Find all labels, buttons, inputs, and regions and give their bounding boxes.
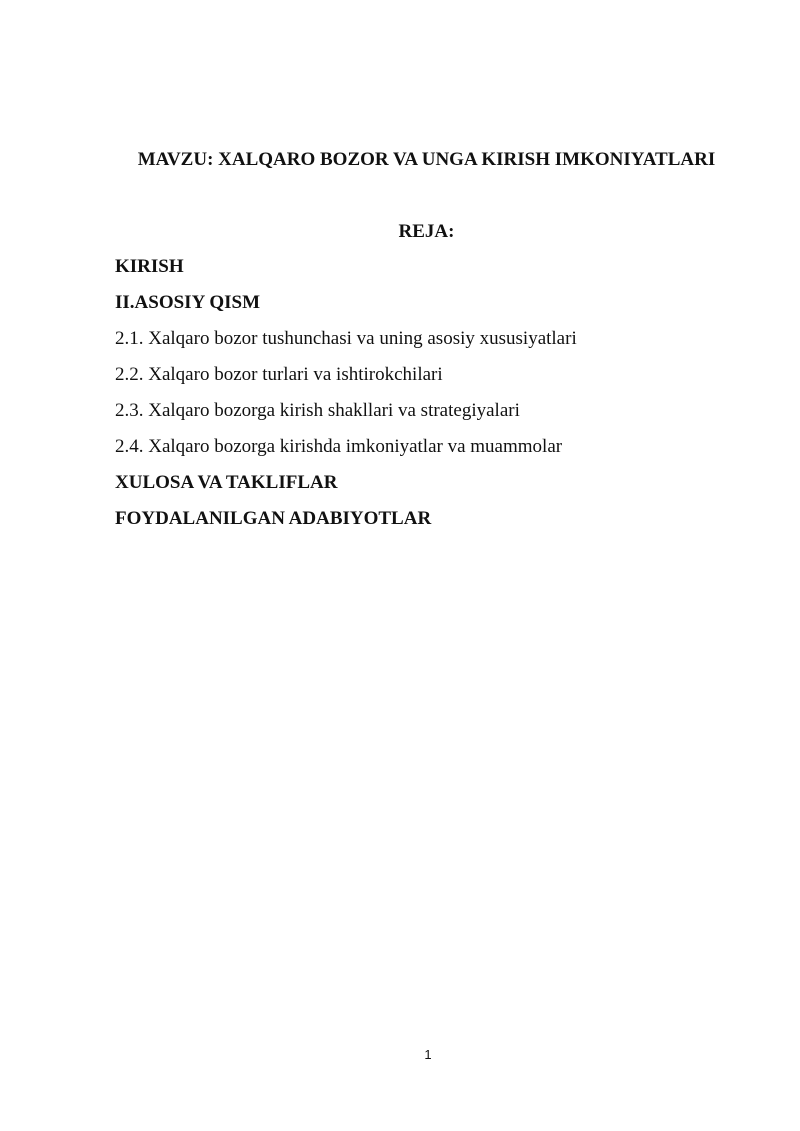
- toc-item-2-3: 2.3. Xalqaro bozorga kirish shakllari va strategiyalari: [115, 400, 520, 421]
- table-of-contents: [115, 255, 735, 543]
- toc-item-references: FOYDALANILGAN ADABIYOTLAR: [115, 508, 432, 529]
- toc-item-introduction: KIRISH: [115, 256, 184, 277]
- toc-item-conclusion: XULOSA VA TAKLIFLAR: [115, 472, 338, 493]
- toc-item-main-part: II.ASOSIY QISM: [115, 292, 261, 313]
- toc-item-2-4: 2.4. Xalqaro bozorga kirishda imkoniyatlar va muammolar: [115, 436, 563, 457]
- plan-heading: REJA:: [398, 221, 455, 242]
- document-title: MAVZU: XALQARO BOZOR VA UNGA KIRISH IMKONIYATLARI: [137, 149, 716, 170]
- page-number: 1: [424, 1047, 432, 1062]
- toc-item-2-2: 2.2. Xalqaro bozor turlari va ishtirokchilari: [115, 364, 443, 385]
- toc-item-2-1: 2.1. Xalqaro bozor tushunchasi va uning asosiy xususiyatlari: [115, 328, 577, 349]
